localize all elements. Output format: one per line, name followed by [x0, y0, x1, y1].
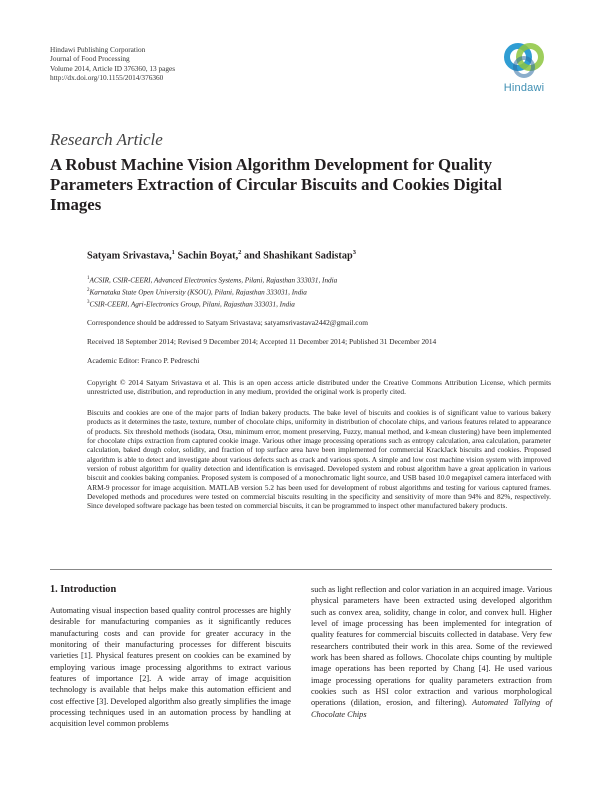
correspondence: Correspondence should be addressed to Satyam Srivastava; satyamsrivastava2442@gmail.com	[87, 318, 369, 327]
affiliation: $^1$ACSIR, CSIR-CEERI, Advanced Electronics Systems, Pilani, Rajasthan 333031, India	[87, 276, 338, 285]
author-affil-mark: 3	[352, 249, 356, 256]
hindawi-rings-icon	[501, 42, 547, 80]
intro-column-left: Automating visual inspection based quality control processes are highly desirable for manufacturing companies as it significantly reduces manufacturing costs and can provide for greater accuracy in the monitoring of their manufacturing processes for different biscuits varieties [1]. Physical features present on cookies can be examined by employing various image processing algorithms to extract various features of importance [2]. A wide array of image acquisition technology is available that helps make this automation efficient and cost effective [3]. Developed algorithm also greatly simplifies the image processing techniques used in an automation process by handling at acquisition level common problems	[50, 606, 291, 729]
volume-line: Volume 2014, Article ID 376360, 13 pages	[50, 63, 176, 73]
paper-title: A Robust Machine Vision Algorithm Development for Quality Parameters Extraction of Circular Biscuits and Cookies Digital Images	[50, 155, 502, 214]
journal-name: Journal of Food Processing	[50, 54, 130, 64]
author-name: Sachin Boyat,	[177, 250, 239, 262]
copyright-notice: Copyright © 2014 Satyam Srivastava et al. This is an open access article distributed under the Creative Commons Attribution License, which permits unrestricted use, distribution, and reproduction in any medium, provided the original work is properly cited.	[87, 378, 551, 397]
section-divider	[50, 569, 552, 570]
affiliation: $^2$Karnataka State Open University (KSOU), Pilani, Rajasthan 333031, India	[87, 287, 307, 297]
author-name: Satyam Srivastava,	[87, 250, 172, 262]
doi-link[interactable]: http://dx.doi.org/10.1155/2014/376360	[50, 73, 164, 83]
abstract: Biscuits and cookies are one of the major parts of Indian bakery products. The bake level of biscuits and cookies is of significant value to various bakery products as it determines the taste, texture, number of chocolate chips, uniformity in distribution of chocolate chips, and various features related to appearance of products. Six threshold methods (isodata, Otsu, minimum error, moment preserving, Fuzzy, manual method, and k-mean clustering) have been implemented for chocolate chips extraction from captured cookie image. Various other image processing operations such as entropy calculation, area calculation, parameter calculation, baked dough color, solidity, and fraction of top surface area have been implemented for commercial KrackJack biscuits and cookies. Proposed algorithm is able to detect and investigate about various defects such as crack and various spots. A simple and low cost machine vision system with improved version of robust algorithm for quality detection and identification is envisaged. Developed system and robust algorithm have a great application in various biscuit and cookies baking companies. Proposed system is composed of a monochromatic light source, and USB based 10.0 megapixel camera interfaced with ARM-9 processor for image acquisition. MATLAB version 5.2 has been used for development of robust algorithms and testing for various captured frames. Developed methods and procedures were tested on commercial biscuits resulting in the specificity and sensitivity of more than 94% and 82%, respectively. Since developed software package has been tested on commercial biscuits, it can be programmed to inspect other manufactured bakery products.	[87, 409, 551, 511]
affiliation: $^3$CSIR-CEERI, Agri-Electronics Group, Pilani, Rajasthan 333031, India	[87, 299, 295, 309]
received-dates: Received 18 September 2014; Revised 9 December 2014; Accepted 11 December 2014; Published 31 December 2014	[87, 337, 437, 346]
hindawi-logo	[496, 42, 552, 94]
journal-header	[50, 45, 175, 83]
author-affil-mark: 2	[238, 249, 242, 256]
author-list	[87, 249, 356, 261]
author-name: and Shashikant Sadistap	[243, 250, 353, 262]
logo-text: Hindawi	[503, 82, 545, 94]
intro-column-right: such as light reflection and color variation in an acquired image. Various physical parameters have been extracted using developed algorithm such as convex area, solidity, change in color, and convex hull. Higher level of image processing has been implemented for integration of quality features for commercial biscuits collected in database. Very few researchers contributed their work in this area. Some of the reviewed work has been shared as follows. Chocolate chips counting by multiple image operations has been reported by Chang [4]. He used various image processing operations for quality parameters extraction from cookies such as HSI color extraction and various morphological operations (dilation, erosion, and filtering). Automated Tallying of Chocolate Chips	[311, 585, 552, 719]
publisher-line: Hindawi Publishing Corporation	[50, 45, 146, 54]
article-type: Research Article	[50, 130, 163, 149]
academic-editor: Academic Editor: Franco P. Pedreschi	[87, 356, 200, 365]
section-heading: 1. Introduction	[50, 584, 117, 595]
affiliations	[87, 274, 337, 310]
author-affil-mark: 1	[171, 249, 175, 256]
